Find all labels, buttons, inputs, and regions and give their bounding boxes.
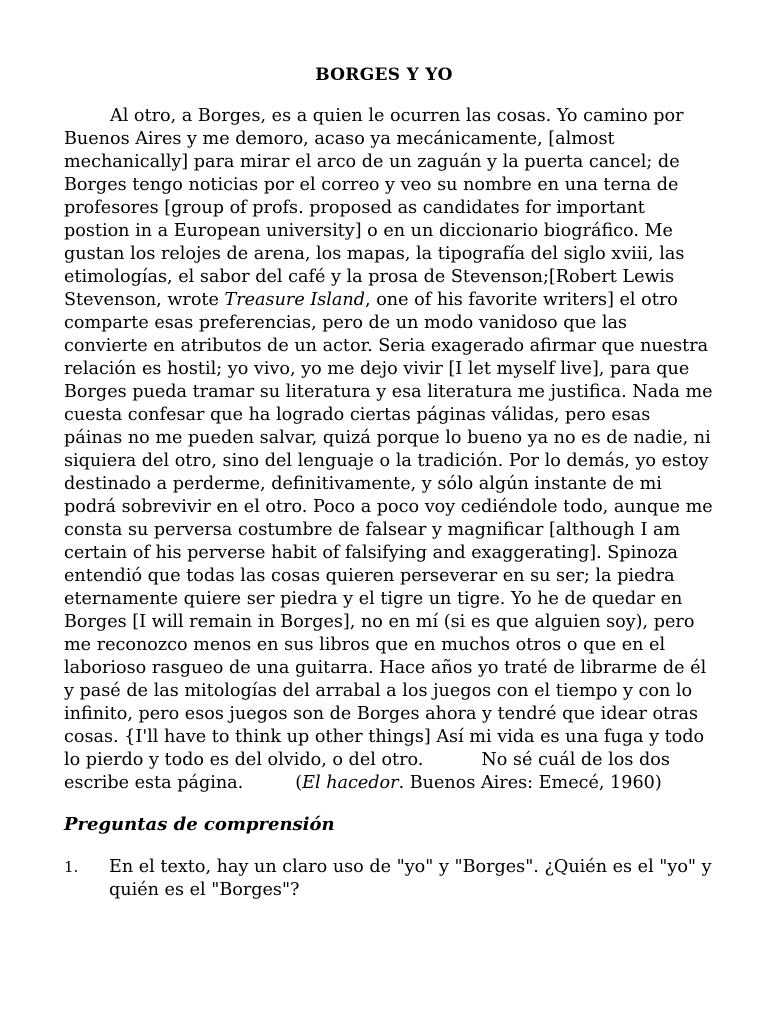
essay-line: Stevenson, wrote bbox=[64, 290, 225, 310]
essay-line: perverse habit of falsifying and exaggerating]. Spinoza entendió que bbox=[64, 543, 678, 586]
essay-line: es del olvido, o del otro. bbox=[209, 750, 424, 770]
essay-line: No sé cuál de los dos escribe esta bbox=[64, 750, 670, 793]
book-title-el-hacedor: El hacedor bbox=[302, 773, 399, 793]
essay-line: es hostil; yo vivo, yo me dejo vivir [I let myself live], para que Borges bbox=[64, 359, 690, 402]
question-text: En el texto, hay un claro uso de "yo" y "Borges". ¿Quién es el "yo" y quién es el "Borges"? bbox=[109, 857, 712, 900]
citation-open: ( bbox=[295, 773, 303, 793]
essay-line: Borges tengo noticias por el correo y veo su nombre en una terna de bbox=[64, 175, 679, 195]
essay-line: to think up other things] Así mi vida es una fuga y todo lo pierdo y todo bbox=[64, 727, 705, 770]
essay-line: página. bbox=[177, 773, 244, 793]
book-title-treasure-island: Treasure Island bbox=[224, 290, 366, 310]
essay-line: otro, sino del lenguaje o la tradición. Por lo demás, yo estoy destinado a bbox=[64, 451, 709, 494]
section-heading: Preguntas de comprensión bbox=[64, 814, 335, 835]
essay-line: pueden salvar, quizá porque lo bueno ya no es de nadie, ni siquiera del bbox=[64, 428, 711, 471]
essay-line: remain in Borges], no en mí (si es que alguien soy), pero me reconozco bbox=[64, 612, 695, 655]
essay-line: quiere ser piedra y el tigre un tigre. Yo he de quedar en Borges [I will bbox=[64, 589, 683, 632]
essay-line: postion in a European university] o en un diccionario biográfico. Me bbox=[64, 221, 673, 241]
essay-line: en atributos de un actor. Seria exagerado afirmar que nuestra relación bbox=[64, 336, 709, 379]
question-item bbox=[64, 856, 714, 902]
essay-line: gustan los relojes de arena, los mapas, la tipografía del siglo xviii, las bbox=[64, 244, 685, 264]
essay-line: Al otro, a Borges, es a quien le ocurren las cosas. Yo camino por bbox=[110, 106, 684, 126]
document-title: BORGES Y YO bbox=[315, 65, 453, 85]
essay-line: profesores [group of profs. proposed as candidates for important bbox=[64, 198, 645, 218]
essay-line: confesar que ha logrado ciertas páginas válidas, pero esas páinas no me bbox=[64, 405, 651, 448]
essay-line: pueda tramar su literatura y esa literatura me justifica. Nada me cuesta bbox=[64, 382, 713, 425]
essay-line: mitologías del arrabal a los juegos con el tiempo y con lo infinito, pero bbox=[64, 681, 693, 724]
essay-line: , one of his favorite writers] el otro bbox=[365, 290, 678, 310]
essay-line: en el otro. Poco a poco voy cediéndole todo, aunque me consta su bbox=[64, 497, 713, 540]
essay-line: comparte esas preferencias, pero de un modo vanidoso que las convierte bbox=[64, 313, 627, 356]
essay-line: etimologías, el sabor del café y la prosa de Stevenson;[Robert Lewis bbox=[64, 267, 675, 287]
essay-line: Buenos Aires y me demoro, acaso ya mecánicamente, [almost bbox=[64, 129, 615, 149]
essay-line: perversa costumbre de falsear y magnificar [although I am certain of his bbox=[64, 520, 681, 563]
essay-line: de una guitarra. Hace años yo traté de librarme de él y pasé de las bbox=[64, 658, 707, 701]
question-number: 1. bbox=[64, 858, 79, 876]
essay-body bbox=[64, 105, 714, 795]
essay-line: esos juegos son de Borges ahora y tendré que idear otras cosas. {I'll have bbox=[64, 704, 699, 747]
essay-line: perderme, definitivamente, y sólo algún instante de mi podrá sobrevivir bbox=[64, 474, 662, 517]
essay-line: mechanically] para mirar el arco de un zaguán y la puerta cancel; de bbox=[64, 152, 680, 172]
essay-line: todas las cosas quieren perseverar en su ser; la piedra eternamente bbox=[64, 566, 675, 609]
citation-rest: . Buenos Aires: Emecé, 1960) bbox=[398, 773, 662, 793]
essay-line: menos en sus libros que en muchos otros o que en el laborioso rasgueo bbox=[64, 635, 666, 678]
